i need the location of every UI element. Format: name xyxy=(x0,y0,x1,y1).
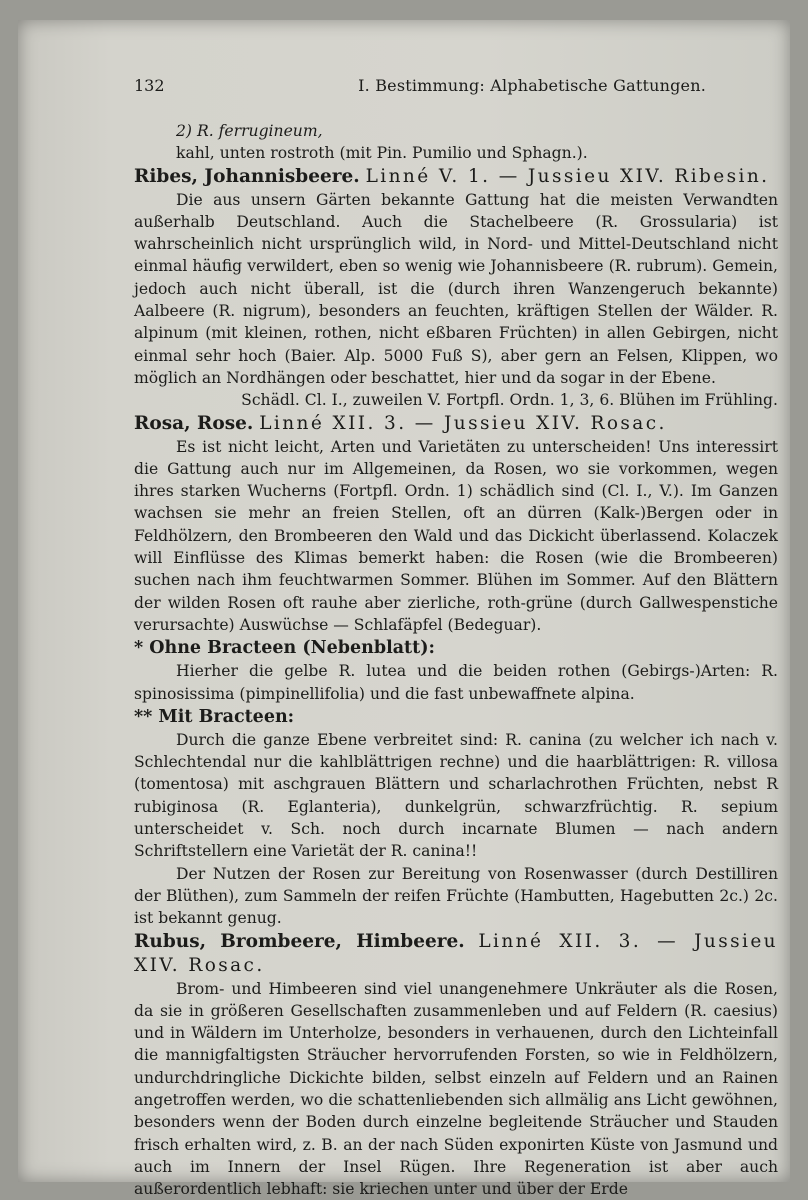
preamble-line-2: kahl, unten rostroth (mit Pin. Pumilio und Sphagn.). xyxy=(176,144,588,163)
rosa-text-uses: Der Nutzen der Rosen zur Bereitung von Rosenwasser (durch Destilliren der Blüthen), zum Sammeln der reifen Früchte (Hambutten, Hagebutten 2c.) 2c. ist bekannt genug. xyxy=(134,864,778,928)
rosa-heading xyxy=(134,412,778,436)
preamble-line-1: 2) R. ferrugineum, xyxy=(176,122,323,140)
rubus-system: Linné XII. 3. — Jussieu XIV. Rosac. xyxy=(134,930,778,976)
rosa-text-with-bracteen: Durch die ganze Ebene verbreitet sind: R. canina (zu welcher ich nach v. Schlechtendal nur die kahlblättrigen rechne) und die haarblättrigen: R. villosa (tomentosa) mit aschgrauen Blättern und scharlachrothen Früchten, nebst R rubiginosa (R. Eglanteria), dunkelgrün, schwarzfrüchtig. R. sepium unterscheidet v. Sch. noch durch incarnate Blumen — nach andern Schriftstellern eine Varietät der R. canina!! xyxy=(134,730,778,861)
running-title: I. Bestimmung: Alphabetische Gattungen. xyxy=(358,76,706,95)
rosa-section-without-bracteen: * Ohne Bracteen (Nebenblatt): xyxy=(134,638,435,659)
page-number: 132 xyxy=(134,76,165,95)
rubus-name: Rubus, Brombeere, Himbeere. xyxy=(134,930,465,952)
page-header xyxy=(134,76,706,95)
rubus-heading xyxy=(134,930,778,978)
ribes-heading xyxy=(134,165,778,189)
ribes-text: Die aus unsern Gärten bekannte Gattung hat die meisten Verwandten außerhalb Deutschland. Auch die Stachelbeere (R. Grossularia) ist wahrscheinlich nicht ursprünglich wild, in Nord- und Mittel-Deutschland nicht einmal häufig verwildert, eben so wenig wie Johannisbeere (R. rubrum). Gemein, jedoch auch nicht überall, ist die (durch ihren Wanzengeruch bekannte) Aalbeere (R. nigrum), besonders an feuchten, kräftigen Stellen der Wälder. R. alpinum (mit kleinen, rothen, nicht eßbaren Früchten) in allen Gebirgen, nicht einmal sehr hoch (Baier. Alp. 5000 Fuß S), aber gern an Felsen, Klippen, wo möglich an Nordhängen oder beschattet, hier und da sogar in der Ebene. xyxy=(134,190,778,387)
rosa-system: Linné XII. 3. — Jussieu XIV. Rosac. xyxy=(259,412,667,434)
page-body xyxy=(134,120,778,1200)
rosa-name: Rosa, Rose. xyxy=(134,412,254,434)
ribes-name: Ribes, Johannisbeere. xyxy=(134,165,360,187)
rosa-text: Es ist nicht leicht, Arten und Varietäten zu unterscheiden! Uns interessirt die Gattung auch nur im Allgemeinen, da Rosen, wo sie vorkommen, wegen ihres starken Wucherns (Fortpfl. Ordn. 1) schädlich sind (Cl. I., V.). Im Ganzen wachsen sie mehr an freien Stellen, oft an dürren (Kalk-)Bergen oder in Feldhölzern, den Brombeeren den Wald und das Dickicht überlassend. Kolaczek will Einflüsse des Klimas bemerkt haben: die Rosen (wie die Brombeeren) suchen nach ihm feuchtwarmen Sommer. Blühen im Sommer. Auf den Blättern der wilden Rosen oft rauhe aber zierliche, roth-grüne (durch Gallwespenstiche verursachte) Auswüchse — Schlafäpfel (Bedeguar). xyxy=(134,437,778,634)
ribes-system: Linné V. 1. — Jussieu XIV. Ribesin. xyxy=(365,165,770,187)
rosa-text-without-bracteen: Hierher die gelbe R. lutea und die beiden rothen (Gebirgs-)Arten: R. spinosissima (pimpinellifolia) und die fast unbewaffnete alpina. xyxy=(134,662,778,703)
book-page xyxy=(18,20,790,1199)
ribes-footer: Schädl. Cl. I., zuweilen V. Fortpfl. Ordn. 1, 3, 6. Blühen im Frühling. xyxy=(241,391,778,410)
rubus-text: Brom- und Himbeeren sind viel unangenehmere Unkräuter als die Rosen, da sie in größeren Gesellschaften zusammenleben und auf Feldern (R. caesius) und in Wäldern im Unterholze, besonders in verhauenen, durch den Lichteinfall die mannigfaltigsten Sträucher hervorrufenden Forsten, so wie in Feldhölzern, undurchdringliche Dickichte bilden, selbst einzeln auf Feldern und an Rainen angetroffen werden, wo die schattenliebenden sich allmälig ans Licht gewöhnen, besonders wenn der Boden durch einzelne begleitende Sträucher und Stauden frisch erhalten wird, z. B. an der nach Süden exponirten Küste von Jasmund und auch im Innern der Insel Rügen. Ihre Regeneration ist aber auch außerordentlich lebhaft: sie kriechen unter und über der Erde xyxy=(134,979,778,1199)
rosa-section-with-bracteen: ** Mit Bracteen: xyxy=(134,706,295,727)
